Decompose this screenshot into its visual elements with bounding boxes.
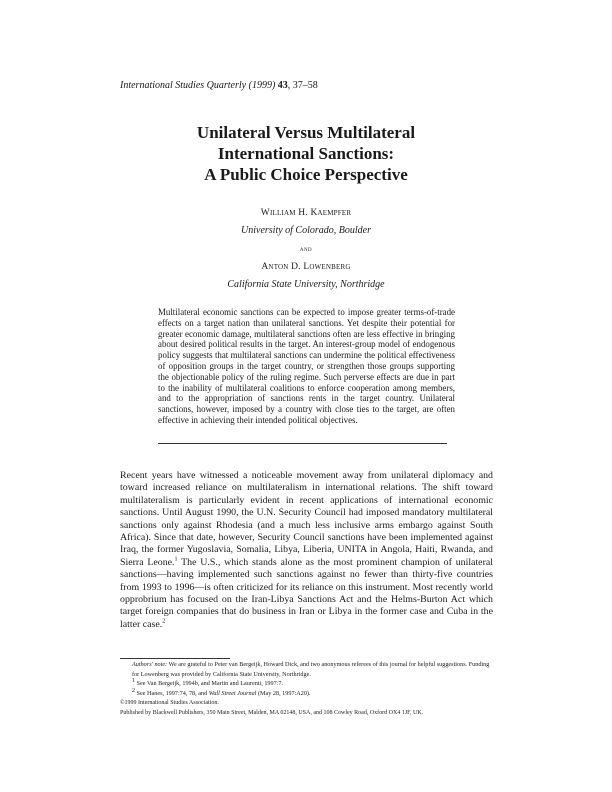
footnotes xyxy=(120,660,493,698)
journal-year: (1999) xyxy=(248,80,276,91)
footnote-2-text-a: See Hanes, 1997:74, 78, and xyxy=(135,689,209,697)
journal-pages: , 37–58 xyxy=(287,80,318,91)
footnote-1 xyxy=(120,679,493,689)
author-name-2: Anton D. Lowenberg xyxy=(261,262,351,272)
footnote-1-number: 1 xyxy=(132,678,135,685)
title-line-3: A Public Choice Perspective xyxy=(204,165,408,184)
footnote-1-text: See Van Bergeijk, 1994b, and Martin and Laurenti, 1997:7. xyxy=(135,680,284,688)
footnote-2-text-b: (May 28, 1997:A20). xyxy=(256,689,311,697)
copyright-notice xyxy=(120,699,500,718)
abstract-divider xyxy=(158,443,447,444)
authors-note-label: Authors' note: xyxy=(132,661,168,668)
author-affiliation-2: California State University, Northridge xyxy=(227,279,385,290)
copyright-line-2: Published by Blackwell Publishers, 350 Main Street, Malden, MA 02148, USA, and 108 Cowley Road, Oxford OX4 1JF, UK. xyxy=(120,709,424,716)
title-line-2: International Sanctions: xyxy=(217,144,395,163)
footnote-ref-1[interactable]: 1 xyxy=(174,556,178,563)
authors-note-text: We are grateful to Peter van Bergeijk, Howard Dick, and two anonymous referees of this journal for helpful suggestions. Funding for Lowenberg was provided by California State University, Northridge. xyxy=(132,661,490,678)
footnote-ref-2[interactable]: 2 xyxy=(162,618,166,625)
running-header xyxy=(120,80,318,91)
journal-volume: 43 xyxy=(277,80,288,91)
footnote-divider xyxy=(120,658,230,659)
author-separator: and xyxy=(299,245,313,253)
footnote-2-number: 2 xyxy=(132,687,135,694)
body-text-part-2: The U.S., which stands alone as the most prominent champion of unilateral sanctions—having implemented such sanctions against no fewer than thirty-five countries from 1993 to 1996—is often criticized for its reliance on this instrument. Most recently world opprobrium has focused on the Iran-Libya Sanctions Act and the Helms-Burton Act which target foreign companies that do business in Iran or Libya in the former case and Cuba in the latter case. xyxy=(120,556,493,630)
footnote-2 xyxy=(120,689,493,699)
copyright-line-1: ©1999 International Studies Association. xyxy=(120,700,219,706)
author-name-1: William H. Kaempfer xyxy=(260,208,352,218)
title-line-1: Unilateral Versus Multilateral xyxy=(196,123,416,142)
article-title xyxy=(100,122,512,185)
body-paragraph xyxy=(120,470,493,631)
authors-note xyxy=(120,660,493,679)
author-affiliation-1: University of Colorado, Boulder xyxy=(241,225,371,236)
abstract: Multilateral economic sanctions can be expected to impose greater terms-of-trade effects on a target nation than unilateral sanctions. Yet despite their potential for greater economic damage, multilateral sanctions often are less effective in bringing about desired political results in the target. An interest-group model of endogenous policy suggests that multilateral sanctions can undermine the political effectiveness of opposition groups in the target country, or strengthen those groups supporting the objectionable policy of the ruling regime. Such perverse effects are due in part to the inability of multilateral coalitions to enforce cooperation among members, and to the appropriation of sanctions rents in the target country. Unilateral sanctions, however, imposed by a country with close ties to the target, are often effective in achieving their intended political objectives. xyxy=(158,307,455,425)
footnote-2-italic: Wall Street Journal xyxy=(208,689,257,697)
journal-name: International Studies Quarterly xyxy=(120,80,247,91)
body-text-part-1: Recent years have witnessed a noticeable movement away from unilateral diplomacy and toward increased reliance on multilateralism in international relations. The shift toward multilateralism is particularly evident in recent applications of international economic sanctions. Until August 1990, the U.N. Security Council had imposed mandatory multilateral sanctions only against Rhodesia (and a much less inclusive arms embargo against South Africa). Since that date, however, Security Council sanctions have been implemented against Iraq, the former Yugoslavia, Somalia, Libya, Liberia, UNITA in Angola, Haiti, Rwanda, and Sierra Leone. xyxy=(120,470,493,568)
